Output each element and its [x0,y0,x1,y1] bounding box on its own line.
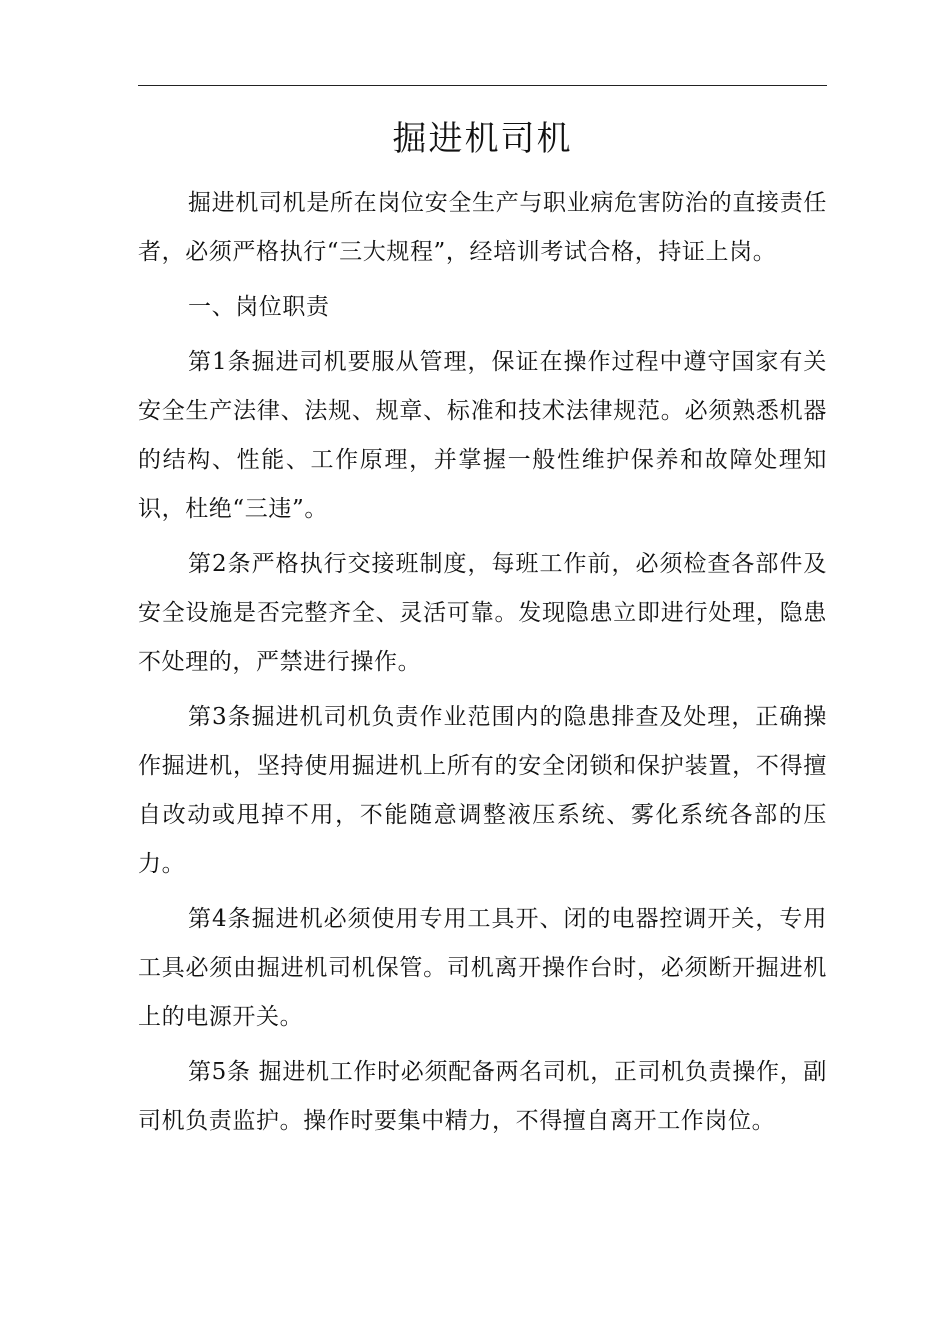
header-rule [138,85,827,86]
article-1: 第1条掘进司机要服从管理，保证在操作过程中遵守国家有关安全生产法律、法规、规章、标准和技术法律规范。必须熟悉机器的结构、性能、工作原理，并掌握一般性维护保养和故障处理知识，杜绝“三违”。 [138,349,827,522]
article-3: 第3条掘进机司机负责作业范围内的隐患排查及处理，正确操作掘进机，坚持使用掘进机上所有的安全闭锁和保护装置，不得擅自改动或甩掉不用，不能随意调整液压系统、雾化系统各部的压力。 [138,704,827,877]
document-body [138,179,827,1146]
article-5: 第5条 掘进机工作时必须配备两名司机，正司机负责操作，副司机负责监护。操作时要集中精力，不得擅自离开工作岗位。 [138,1059,827,1134]
document-title: 掘进机司机 [392,119,573,159]
section-heading: 一、岗位职责 [188,294,330,320]
article-4: 第4条掘进机必须使用专用工具开、闭的电器控调开关，专用工具必须由掘进机司机保管。司机离开操作台时，必须断开掘进机上的电源开关。 [138,906,827,1030]
intro-paragraph: 掘进机司机是所在岗位安全生产与职业病危害防治的直接责任者，必须严格执行“三大规程”，经培训考试合格，持证上岗。 [138,190,827,265]
article-2: 第2条严格执行交接班制度，每班工作前，必须检查各部件及安全设施是否完整齐全、灵活可靠。发现隐患立即进行处理，隐患不处理的，严禁进行操作。 [138,551,827,675]
